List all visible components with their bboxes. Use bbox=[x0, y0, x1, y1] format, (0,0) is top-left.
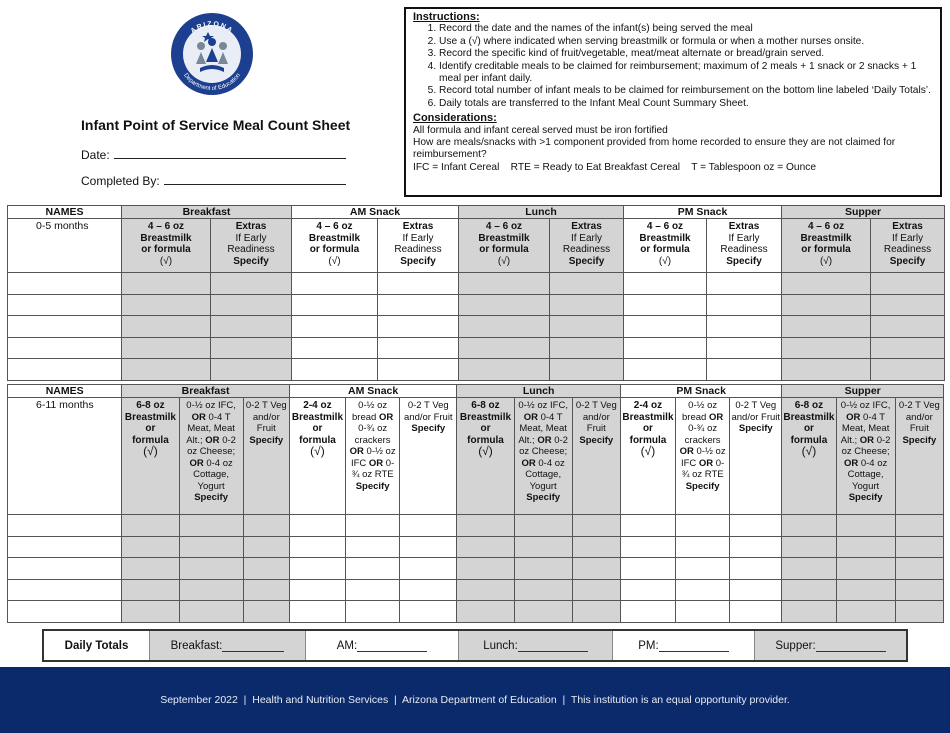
completed-by-line[interactable] bbox=[164, 174, 346, 185]
entry-cell[interactable] bbox=[457, 579, 514, 601]
date-label: Date: bbox=[81, 148, 110, 162]
ade-logo bbox=[170, 12, 254, 96]
entry-cell[interactable] bbox=[457, 601, 514, 623]
entry-cell[interactable] bbox=[707, 359, 782, 381]
entry-cell[interactable] bbox=[871, 359, 945, 381]
daily-totals-label: Daily Totals bbox=[44, 631, 150, 660]
instruction-item: 1. Record the date and the names of the infant(s) being served the meal bbox=[439, 23, 933, 35]
entry-cell[interactable] bbox=[122, 601, 179, 623]
entry-cell[interactable] bbox=[122, 294, 211, 316]
entry-row bbox=[8, 337, 945, 359]
consideration-item: All formula and infant cereal served must be iron fortified bbox=[413, 124, 668, 136]
entry-cell[interactable] bbox=[707, 273, 782, 295]
entry-cell[interactable] bbox=[895, 579, 943, 601]
entry-cell[interactable] bbox=[707, 337, 782, 359]
entry-cell[interactable] bbox=[346, 515, 400, 537]
meal-header-am-snack: AM Snack bbox=[292, 206, 459, 219]
entry-cell[interactable] bbox=[459, 359, 550, 381]
entry-cell[interactable] bbox=[211, 359, 292, 381]
entry-cell[interactable] bbox=[459, 316, 550, 338]
entry-cell[interactable] bbox=[514, 515, 572, 537]
instruction-item: 3. Record the specific kind of fruit/vegetable, meat/meat alternate or bread/grain served. bbox=[439, 48, 933, 60]
total-pm[interactable]: PM: bbox=[613, 631, 755, 660]
breastmilk-header: 6-8 oz Breastmilk or formula (√) bbox=[782, 398, 836, 515]
entry-cell[interactable] bbox=[378, 294, 459, 316]
entry-cell[interactable] bbox=[211, 273, 292, 295]
veg-fruit-header: 0-2 T Veg and/or Fruit Specify bbox=[400, 398, 457, 515]
entry-cell[interactable] bbox=[514, 558, 572, 580]
entry-cell[interactable] bbox=[550, 273, 624, 295]
instructions-heading: Instructions: bbox=[413, 11, 480, 23]
table-0-5-months bbox=[7, 205, 945, 381]
protein-header: 0-½ oz IFC, OR 0-4 T Meat, Meat Alt.; OR 0-2 oz Cheese; OR 0-4 oz Cottage, Yogurt Specify bbox=[179, 398, 243, 515]
entry-cell[interactable] bbox=[122, 536, 179, 558]
breastmilk-header: 6-8 oz Breastmilk or formula (√) bbox=[457, 398, 514, 515]
extras-header: Extras If Early Readiness Specify bbox=[378, 219, 459, 273]
entry-cell[interactable] bbox=[550, 359, 624, 381]
entry-cell[interactable] bbox=[782, 337, 871, 359]
entry-cell[interactable] bbox=[459, 273, 550, 295]
entry-cell[interactable] bbox=[400, 536, 457, 558]
veg-fruit-header: 0-2 T Veg and/or Fruit Specify bbox=[895, 398, 943, 515]
entry-cell[interactable] bbox=[707, 294, 782, 316]
date-line[interactable] bbox=[114, 148, 346, 159]
logo-top-text: ARIZONA bbox=[189, 20, 235, 36]
entry-cell[interactable] bbox=[211, 294, 292, 316]
entry-row bbox=[8, 359, 945, 381]
entry-cell[interactable] bbox=[243, 601, 289, 623]
name-cell[interactable] bbox=[8, 316, 122, 338]
entry-cell[interactable] bbox=[292, 337, 378, 359]
entry-cell[interactable] bbox=[243, 558, 289, 580]
name-cell[interactable] bbox=[8, 579, 122, 601]
column-header-row bbox=[8, 219, 945, 273]
entry-cell[interactable] bbox=[782, 536, 836, 558]
name-cell[interactable] bbox=[8, 337, 122, 359]
consideration-item: How are meals/snacks with >1 component provided from home recorded to ensure they are not claimed for reimbursement? bbox=[413, 137, 896, 161]
entry-cell[interactable] bbox=[782, 359, 871, 381]
entry-row bbox=[8, 536, 944, 558]
entry-cell[interactable] bbox=[400, 601, 457, 623]
entry-row bbox=[8, 558, 944, 580]
entry-cell[interactable] bbox=[550, 316, 624, 338]
entry-cell[interactable] bbox=[782, 294, 871, 316]
entry-cell[interactable] bbox=[871, 337, 945, 359]
entry-cell[interactable] bbox=[676, 601, 730, 623]
consideration-item: IFC = Infant Cereal RTE = Ready to Eat Breakfast Cereal T = Tablespoon oz = Ounce bbox=[413, 161, 817, 173]
entry-cell[interactable] bbox=[292, 273, 378, 295]
entry-cell[interactable] bbox=[836, 536, 895, 558]
entry-cell[interactable] bbox=[211, 316, 292, 338]
grain-header: 0-½ oz bread OR 0-¾ oz crackers OR 0-½ oz IFC OR 0-¾ oz RTE Specify bbox=[676, 398, 730, 515]
entry-cell[interactable] bbox=[624, 294, 707, 316]
meal-header-breakfast: Breakfast bbox=[122, 385, 290, 398]
entry-cell[interactable] bbox=[179, 601, 243, 623]
breastmilk-header: 4 – 6 oz Breastmilk or formula (√) bbox=[624, 219, 707, 273]
column-header-row bbox=[8, 398, 944, 515]
entry-cell[interactable] bbox=[730, 558, 782, 580]
entry-cell[interactable] bbox=[457, 536, 514, 558]
extras-header: Extras If Early Readiness Specify bbox=[707, 219, 782, 273]
entry-cell[interactable] bbox=[836, 601, 895, 623]
meal-header-breakfast: Breakfast bbox=[122, 206, 292, 219]
extras-header: Extras If Early Readiness Specify bbox=[871, 219, 945, 273]
entry-cell[interactable] bbox=[289, 515, 345, 537]
entry-cell[interactable] bbox=[624, 273, 707, 295]
date-field[interactable] bbox=[81, 148, 346, 162]
name-cell[interactable] bbox=[8, 601, 122, 623]
entry-cell[interactable] bbox=[624, 316, 707, 338]
names-header: NAMES bbox=[8, 206, 122, 219]
entry-cell[interactable] bbox=[400, 558, 457, 580]
entry-cell[interactable] bbox=[179, 536, 243, 558]
entry-row bbox=[8, 515, 944, 537]
name-cell[interactable] bbox=[8, 536, 122, 558]
instruction-item: 4. Identify creditable meals to be claimed for reimbursement; maximum of 2 meals + 1 snack or 2 snacks + 1 meal per infant daily. bbox=[439, 61, 933, 86]
entry-cell[interactable] bbox=[122, 558, 179, 580]
entry-cell[interactable] bbox=[782, 558, 836, 580]
breastmilk-header: 4 – 6 oz Breastmilk or formula (√) bbox=[459, 219, 550, 273]
completed-by-field[interactable] bbox=[81, 174, 346, 188]
entry-row bbox=[8, 316, 945, 338]
instruction-item: 2. Use a (√) where indicated when serving breastmilk or formula or when a mother nurses onsite. bbox=[439, 36, 933, 48]
footer bbox=[0, 667, 950, 733]
breastmilk-header: 2-4 oz Breastmilk or formula (√) bbox=[289, 398, 345, 515]
protein-header: 0-½ oz IFC, OR 0-4 T Meat, Meat Alt.; OR 0-2 oz Cheese; OR 0-4 oz Cottage, Yogurt Specify bbox=[514, 398, 572, 515]
entry-cell[interactable] bbox=[346, 579, 400, 601]
entry-cell[interactable] bbox=[620, 601, 675, 623]
entry-cell[interactable] bbox=[572, 579, 620, 601]
entry-cell[interactable] bbox=[179, 558, 243, 580]
entry-cell[interactable] bbox=[572, 558, 620, 580]
footer-text: September 2022 | Health and Nutrition Services | Arizona Department of Education | This institution is an equal opportunity provider. bbox=[160, 694, 790, 706]
entry-cell[interactable] bbox=[782, 515, 836, 537]
entry-cell[interactable] bbox=[676, 515, 730, 537]
entry-cell[interactable] bbox=[836, 579, 895, 601]
instructions-box bbox=[404, 7, 942, 197]
entry-cell[interactable] bbox=[289, 536, 345, 558]
age-label: 0-5 months bbox=[8, 219, 122, 273]
breastmilk-header: 4 – 6 oz Breastmilk or formula (√) bbox=[122, 219, 211, 273]
veg-fruit-header: 0-2 T Veg and/or Fruit Specify bbox=[572, 398, 620, 515]
entry-cell[interactable] bbox=[378, 337, 459, 359]
name-cell[interactable] bbox=[8, 359, 122, 381]
entry-cell[interactable] bbox=[122, 579, 179, 601]
entry-cell[interactable] bbox=[895, 515, 943, 537]
entry-cell[interactable] bbox=[378, 359, 459, 381]
meal-header-pm-snack: PM Snack bbox=[620, 385, 781, 398]
entry-cell[interactable] bbox=[346, 601, 400, 623]
breastmilk-header: 4 – 6 oz Breastmilk or formula (√) bbox=[782, 219, 871, 273]
entry-cell[interactable] bbox=[730, 515, 782, 537]
logo-bottom-text: Department of Education bbox=[182, 72, 242, 93]
entry-cell[interactable] bbox=[620, 515, 675, 537]
entry-cell[interactable] bbox=[289, 558, 345, 580]
entry-cell[interactable] bbox=[346, 536, 400, 558]
breastmilk-header: 6-8 oz Breastmilk or formula (√) bbox=[122, 398, 179, 515]
entry-cell[interactable] bbox=[243, 579, 289, 601]
entry-cell[interactable] bbox=[836, 515, 895, 537]
entry-cell[interactable] bbox=[514, 579, 572, 601]
entry-row bbox=[8, 294, 945, 316]
entry-cell[interactable] bbox=[871, 273, 945, 295]
instruction-item: 6. Daily totals are transferred to the Infant Meal Count Summary Sheet. bbox=[439, 98, 933, 110]
entry-cell[interactable] bbox=[620, 558, 675, 580]
entry-cell[interactable] bbox=[624, 359, 707, 381]
veg-fruit-header: 0-2 T Veg and/or Fruit Specify bbox=[730, 398, 782, 515]
total-breakfast[interactable]: Breakfast: bbox=[150, 631, 306, 660]
entry-cell[interactable] bbox=[572, 515, 620, 537]
entry-cell[interactable] bbox=[572, 601, 620, 623]
entry-cell[interactable] bbox=[871, 316, 945, 338]
entry-cell[interactable] bbox=[676, 536, 730, 558]
considerations-heading: Considerations: bbox=[413, 112, 497, 125]
total-lunch[interactable]: Lunch: bbox=[459, 631, 613, 660]
entry-cell[interactable] bbox=[624, 337, 707, 359]
entry-cell[interactable] bbox=[782, 579, 836, 601]
entry-cell[interactable] bbox=[211, 337, 292, 359]
completed-by-label: Completed By: bbox=[81, 174, 160, 188]
entry-cell[interactable] bbox=[730, 579, 782, 601]
entry-cell[interactable] bbox=[514, 601, 572, 623]
entry-cell[interactable] bbox=[122, 337, 211, 359]
instructions-list bbox=[413, 23, 933, 110]
veg-fruit-header: 0-2 T Veg and/or Fruit Specify bbox=[243, 398, 289, 515]
entry-cell[interactable] bbox=[179, 515, 243, 537]
entry-cell[interactable] bbox=[550, 294, 624, 316]
entry-cell[interactable] bbox=[292, 316, 378, 338]
meal-header-supper: Supper bbox=[782, 385, 944, 398]
entry-cell[interactable] bbox=[378, 273, 459, 295]
entry-cell[interactable] bbox=[378, 316, 459, 338]
entry-cell[interactable] bbox=[550, 337, 624, 359]
entry-cell[interactable] bbox=[895, 601, 943, 623]
extras-header: Extras If Early Readiness Specify bbox=[211, 219, 292, 273]
meal-header-lunch: Lunch bbox=[459, 206, 624, 219]
entry-cell[interactable] bbox=[707, 316, 782, 338]
entry-cell[interactable] bbox=[782, 316, 871, 338]
daily-totals bbox=[42, 629, 908, 662]
entry-cell[interactable] bbox=[122, 515, 179, 537]
entry-cell[interactable] bbox=[122, 316, 211, 338]
name-cell[interactable] bbox=[8, 515, 122, 537]
entry-cell[interactable] bbox=[459, 294, 550, 316]
entry-cell[interactable] bbox=[457, 515, 514, 537]
instruction-item: 5. Record total number of infant meals to be claimed for reimbursement on the bottom line labeled ‘Daily Totals’. bbox=[439, 85, 933, 97]
entry-cell[interactable] bbox=[346, 558, 400, 580]
total-supper[interactable]: Supper: bbox=[755, 631, 906, 660]
entry-cell[interactable] bbox=[676, 579, 730, 601]
entry-cell[interactable] bbox=[122, 359, 211, 381]
extras-header: Extras If Early Readiness Specify bbox=[550, 219, 624, 273]
entry-cell[interactable] bbox=[292, 294, 378, 316]
entry-cell[interactable] bbox=[871, 294, 945, 316]
name-cell[interactable] bbox=[8, 558, 122, 580]
entry-cell[interactable] bbox=[730, 601, 782, 623]
entry-cell[interactable] bbox=[782, 273, 871, 295]
entry-cell[interactable] bbox=[243, 536, 289, 558]
entry-cell[interactable] bbox=[572, 536, 620, 558]
protein-header: 0-½ oz IFC, OR 0-4 T Meat, Meat Alt.; OR 0-2 oz Cheese; OR 0-4 oz Cottage, Yogurt Specify bbox=[836, 398, 895, 515]
form-title: Infant Point of Service Meal Count Sheet bbox=[81, 117, 351, 133]
entry-row bbox=[8, 579, 944, 601]
entry-cell[interactable] bbox=[514, 536, 572, 558]
entry-cell[interactable] bbox=[895, 536, 943, 558]
entry-cell[interactable] bbox=[122, 273, 211, 295]
breastmilk-header: 2-4 oz Breastmilk or formula (√) bbox=[620, 398, 675, 515]
entry-cell[interactable] bbox=[179, 579, 243, 601]
entry-cell[interactable] bbox=[620, 536, 675, 558]
entry-cell[interactable] bbox=[836, 558, 895, 580]
meal-header-supper: Supper bbox=[782, 206, 945, 219]
grain-header: 0-½ oz bread OR 0-¾ oz crackers OR 0-½ oz IFC OR 0-¾ oz RTE Specify bbox=[346, 398, 400, 515]
breastmilk-header: 4 – 6 oz Breastmilk or formula (√) bbox=[292, 219, 378, 273]
entry-cell[interactable] bbox=[782, 601, 836, 623]
table-6-11-months bbox=[7, 384, 944, 623]
entry-cell[interactable] bbox=[457, 558, 514, 580]
entry-cell[interactable] bbox=[459, 337, 550, 359]
names-header: NAMES bbox=[8, 385, 122, 398]
entry-cell[interactable] bbox=[243, 515, 289, 537]
entry-cell[interactable] bbox=[730, 536, 782, 558]
entry-row bbox=[8, 273, 945, 295]
meal-header-pm-snack: PM Snack bbox=[624, 206, 782, 219]
entry-cell[interactable] bbox=[292, 359, 378, 381]
entry-cell[interactable] bbox=[676, 558, 730, 580]
name-cell[interactable] bbox=[8, 294, 122, 316]
entry-cell[interactable] bbox=[400, 579, 457, 601]
entry-cell[interactable] bbox=[895, 558, 943, 580]
age-label: 6-11 months bbox=[8, 398, 122, 515]
entry-cell[interactable] bbox=[289, 579, 345, 601]
name-cell[interactable] bbox=[8, 273, 122, 295]
meal-header-lunch: Lunch bbox=[457, 385, 620, 398]
entry-cell[interactable] bbox=[400, 515, 457, 537]
total-am[interactable]: AM: bbox=[306, 631, 459, 660]
meal-header-am-snack: AM Snack bbox=[289, 385, 457, 398]
entry-row bbox=[8, 601, 944, 623]
entry-cell[interactable] bbox=[289, 601, 345, 623]
entry-cell[interactable] bbox=[620, 579, 675, 601]
